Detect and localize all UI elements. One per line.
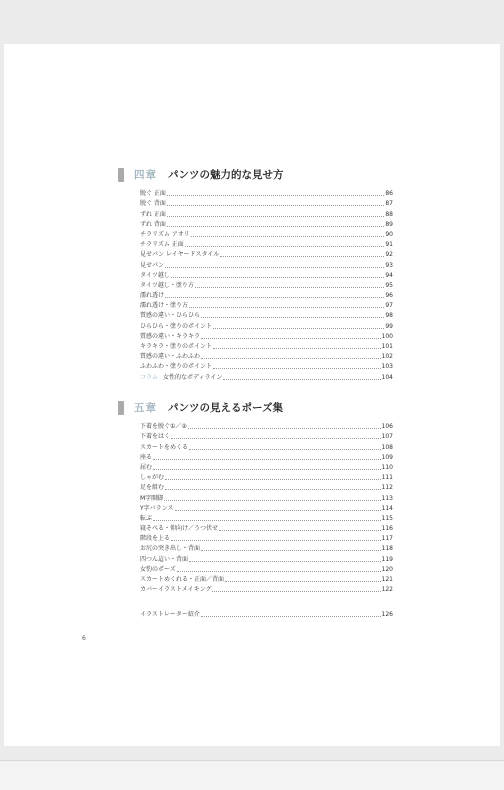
entry-page: 119 xyxy=(381,555,393,563)
entry-label: タイツ越し xyxy=(140,271,170,279)
entry-page: 121 xyxy=(381,576,393,583)
entry-label: 見せパン レイヤードスタイル xyxy=(140,251,220,259)
leader-dots xyxy=(167,205,384,206)
toc-entry[interactable] xyxy=(140,524,393,534)
entry-label: 質感の違い・ふわふわ xyxy=(140,353,201,361)
leader-dots xyxy=(213,368,381,369)
leader-dots xyxy=(167,216,384,217)
entry-label: スカートめくれる・正面／背面 xyxy=(140,576,225,583)
leader-dots xyxy=(213,348,381,349)
entry-label: イラストレーター紹介 xyxy=(140,611,200,619)
entry-page: 100 xyxy=(381,332,393,340)
toc-entry[interactable] xyxy=(140,585,393,595)
page-folio: 6 xyxy=(82,635,86,642)
leader-dots xyxy=(165,267,384,268)
leader-dots xyxy=(164,500,380,501)
entry-page: 92 xyxy=(385,251,393,259)
toc-entry[interactable] xyxy=(140,493,393,503)
leader-dots xyxy=(201,550,381,551)
entry-label: 四つん這い・背面 xyxy=(140,555,189,563)
entry-label: タイツ越し・塗り方 xyxy=(140,281,194,289)
chapter-4-entries xyxy=(118,189,393,383)
entry-page: 108 xyxy=(381,443,393,451)
entry-page: 110 xyxy=(381,463,393,471)
column-tag: コラム xyxy=(140,373,158,381)
leader-dots xyxy=(165,297,384,298)
chapter-marker-bar xyxy=(118,168,124,182)
entry-page: 90 xyxy=(385,230,393,238)
leader-dots xyxy=(212,591,380,592)
document-page xyxy=(4,44,500,746)
leader-dots xyxy=(201,338,381,339)
chapter-5-header xyxy=(118,400,393,416)
entry-page: 96 xyxy=(385,292,393,300)
chapter-number: 四章 xyxy=(134,169,157,181)
leader-dots xyxy=(223,379,380,380)
toc-entry[interactable] xyxy=(140,534,393,544)
entry-page: 99 xyxy=(385,322,393,330)
entry-label: しゃがむ xyxy=(140,474,165,482)
toc-entry[interactable] xyxy=(140,453,393,463)
leader-dots xyxy=(185,246,385,247)
toc-entry[interactable] xyxy=(140,291,393,301)
toc-entry[interactable] xyxy=(140,220,393,230)
entry-page: 95 xyxy=(385,281,393,289)
toc-entry[interactable] xyxy=(140,250,393,260)
entry-label: 濡れ透け・塗り方 xyxy=(140,302,189,310)
entry-page: 104 xyxy=(381,373,393,381)
leader-dots xyxy=(153,520,381,521)
entry-label: Y字バランス xyxy=(140,504,174,512)
chapter-title: パンツの見えるポーズ集 xyxy=(168,402,283,414)
entry-label: カバーイラストメイキング xyxy=(140,586,212,594)
entry-page: 89 xyxy=(385,220,393,228)
entry-label: 脱ぐ 背面 xyxy=(140,200,166,208)
leader-dots xyxy=(153,459,381,460)
leader-dots xyxy=(201,358,381,359)
leader-dots xyxy=(171,540,381,541)
entry-page: 107 xyxy=(381,433,393,441)
entry-label: チラリズム アオリ xyxy=(140,230,190,238)
toc-entry[interactable] xyxy=(140,240,393,250)
entry-label: 質感の違い・キラキラ xyxy=(140,332,201,340)
toc-entry-column[interactable] xyxy=(140,372,393,382)
entry-page: 102 xyxy=(381,353,393,361)
leader-dots xyxy=(188,428,381,429)
entry-label: 屈む xyxy=(140,463,153,471)
entry-page: 91 xyxy=(385,241,393,249)
leader-dots xyxy=(201,317,384,318)
leader-dots xyxy=(171,277,384,278)
entry-page: 116 xyxy=(381,525,393,533)
entry-page: 88 xyxy=(385,210,393,218)
toc-entry[interactable] xyxy=(140,260,393,270)
toc-entry[interactable] xyxy=(140,271,393,281)
leader-dots xyxy=(189,449,381,450)
toc-entry[interactable] xyxy=(140,352,393,362)
entry-label: 階段を上る xyxy=(140,535,171,543)
entry-label: ずれ 背面 xyxy=(140,220,166,228)
leader-dots xyxy=(165,489,381,490)
toc-entry[interactable] xyxy=(140,422,393,432)
leader-dots xyxy=(225,581,381,582)
entry-label: チラリズム 正面 xyxy=(140,241,184,249)
leader-dots xyxy=(220,256,384,257)
toc-entry[interactable] xyxy=(140,281,393,291)
entry-label: 脱ぐ 正面 xyxy=(140,190,166,198)
entry-page: 114 xyxy=(381,504,393,512)
toc-entry[interactable] xyxy=(140,575,393,585)
entry-label: ずれ 正面 xyxy=(140,210,166,218)
toc-entry[interactable] xyxy=(140,504,393,514)
entry-page: 115 xyxy=(381,514,393,522)
leader-dots xyxy=(191,236,385,237)
toc-entry[interactable] xyxy=(140,301,393,311)
toc-entry[interactable] xyxy=(140,311,393,321)
entry-label: 転ぶ xyxy=(140,514,153,522)
entry-label: スカートをめくる xyxy=(140,443,189,451)
entry-page: 111 xyxy=(381,474,393,482)
entry-label: 下着を脱ぐ①／② xyxy=(140,423,187,431)
leader-dots xyxy=(167,195,384,196)
toc-entry[interactable] xyxy=(140,230,393,240)
chapter-5-section xyxy=(118,400,393,595)
viewer-bottom-strip xyxy=(0,760,504,790)
toc-entry[interactable] xyxy=(140,514,393,524)
toc-entry[interactable] xyxy=(140,565,393,575)
illustrator-intro-entry xyxy=(140,610,393,620)
toc-entry[interactable] xyxy=(140,199,393,209)
leader-dots xyxy=(195,287,384,288)
entry-label: 寝そべる・仰向け／うつ伏せ xyxy=(140,525,219,533)
entry-page: 126 xyxy=(381,611,393,619)
toc-entry[interactable] xyxy=(140,189,393,199)
leader-dots xyxy=(189,307,384,308)
entry-label: 座る xyxy=(140,453,153,461)
leader-dots xyxy=(175,510,381,511)
entry-label: ひらひら・塗りのポイント xyxy=(140,322,213,330)
entry-label: キラキラ・塗りのポイント xyxy=(140,343,213,350)
leader-dots xyxy=(213,328,384,329)
entry-label: 濡れ透け xyxy=(140,292,165,300)
entry-page: 112 xyxy=(381,484,393,492)
toc-entry[interactable] xyxy=(140,209,393,219)
chapter-number: 五章 xyxy=(134,402,157,414)
entry-page: 120 xyxy=(381,565,393,573)
toc-entry[interactable] xyxy=(140,463,393,473)
entry-page: 86 xyxy=(385,190,393,198)
entry-page: 97 xyxy=(385,302,393,310)
entry-page: 106 xyxy=(381,423,393,431)
chapter-marker-bar xyxy=(118,401,124,415)
toc-entry[interactable] xyxy=(140,473,393,483)
entry-page: 101 xyxy=(381,343,393,350)
leader-dots xyxy=(171,438,381,439)
entry-page: 122 xyxy=(381,586,393,594)
entry-page: 118 xyxy=(381,545,393,553)
toc-entry[interactable] xyxy=(140,332,393,342)
entry-page: 94 xyxy=(385,271,393,279)
entry-label: 足を組む xyxy=(140,484,165,492)
chapter-5-entries xyxy=(118,422,393,595)
leader-dots xyxy=(153,469,381,470)
leader-dots xyxy=(177,571,381,572)
entry-label: 女豹のポーズ xyxy=(140,565,176,573)
entry-page: 109 xyxy=(381,453,393,461)
entry-label: ふわふわ・塗りのポイント xyxy=(140,363,213,371)
leader-dots xyxy=(167,226,384,227)
entry-label: 質感の違い・ひらひら xyxy=(140,312,201,320)
chapter-title: パンツの魅力的な見せ方 xyxy=(168,169,284,181)
entry-page: 103 xyxy=(381,363,393,371)
entry-label: M字開脚 xyxy=(140,494,164,502)
chapter-4-section xyxy=(118,167,393,383)
toc-entry[interactable] xyxy=(140,362,393,372)
toc-entry[interactable] xyxy=(140,544,393,554)
entry-page: 113 xyxy=(381,494,393,502)
toc-entry[interactable] xyxy=(140,554,393,564)
toc-entry[interactable] xyxy=(140,442,393,452)
entry-label: 見せパン xyxy=(140,261,165,269)
toc-entry[interactable] xyxy=(140,432,393,442)
entry-page: 93 xyxy=(385,261,393,269)
leader-dots xyxy=(201,616,381,617)
leader-dots xyxy=(189,561,381,562)
entry-label: お尻の突き出し・背面 xyxy=(140,545,201,553)
entry-page: 87 xyxy=(385,200,393,208)
toc-entry[interactable] xyxy=(140,610,393,620)
entry-page: 98 xyxy=(385,312,393,320)
chapter-4-header xyxy=(118,167,393,183)
leader-dots xyxy=(165,479,381,480)
entry-page: 117 xyxy=(381,535,393,543)
toc-entry[interactable] xyxy=(140,321,393,331)
entry-label: 女性的なボディライン xyxy=(162,373,223,381)
toc-entry[interactable] xyxy=(140,342,393,352)
entry-label: 下着をはく xyxy=(140,433,171,441)
leader-dots xyxy=(219,530,381,531)
toc-entry[interactable] xyxy=(140,483,393,493)
